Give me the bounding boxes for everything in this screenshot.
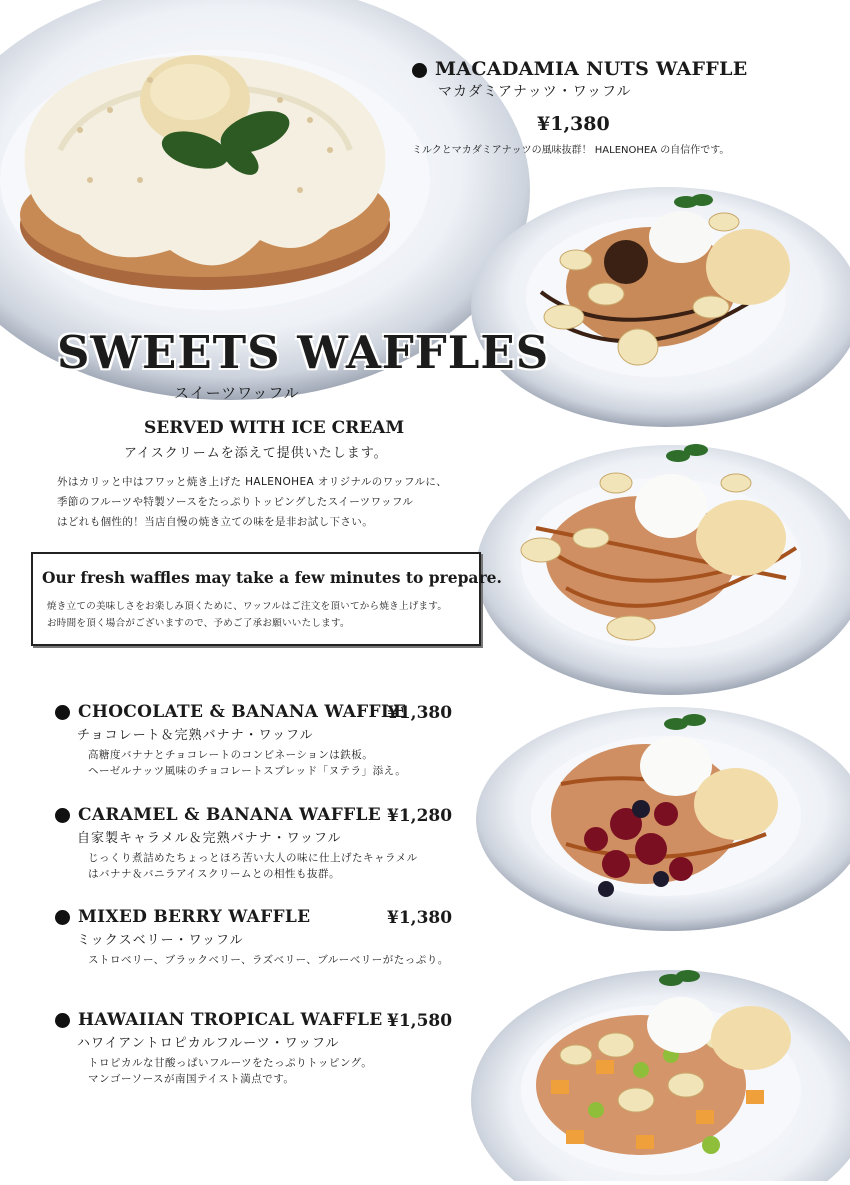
menu-item-price: ¥1,580 (387, 1011, 453, 1031)
menu-item-hawaiian-tropical (55, 1010, 465, 1087)
intro-line: はどれも個性的！当店自慢の焼き立ての味を是非お試し下さい。 (57, 516, 374, 528)
bullet-icon (55, 705, 70, 720)
mixed-berry-waffle-photo (466, 704, 850, 934)
menu-item-jp: ハワイアントロピカルフルーツ・ワッフル (77, 1036, 340, 1051)
chocolate-banana-waffle-photo (466, 182, 850, 432)
bullet-icon (412, 63, 427, 78)
bullet-icon (55, 808, 70, 823)
bullet-icon (55, 910, 70, 925)
menu-item-title: CHOCOLATE & BANANA WAFFLE (78, 702, 407, 722)
menu-item-jp: チョコレート＆完熟バナナ・ワッフル (77, 728, 314, 743)
feature-price: ¥1,380 (537, 113, 610, 135)
section-subtitle-jp: アイスクリームを添えて提供いたします。 (124, 446, 388, 461)
feature-title: MACADAMIA NUTS WAFFLE (435, 58, 748, 80)
bullet-icon (55, 1013, 70, 1028)
tropical-waffle-photo (466, 960, 850, 1181)
intro-line: 外はカリッと中はフワッと焼き上げた HALENOHEA オリジナルのワッフルに、 (57, 476, 448, 488)
menu-item-desc: はバナナ＆バニラアイスクリームとの相性も抜群。 (88, 868, 340, 880)
section-subtitle: SERVED WITH ICE CREAM (144, 418, 405, 438)
menu-item-desc: トロピカルな甘酸っぱいフルーツをたっぷりトッピング。 (88, 1057, 373, 1069)
caramel-banana-waffle-photo (466, 438, 850, 700)
menu-item-jp: 自家製キャラメル＆完熟バナナ・ワッフル (77, 831, 342, 846)
notice-line: お時間を頂く場合がございますので、予めご了承お願いいたします。 (47, 618, 350, 629)
menu-item-desc: マンゴーソースが南国テイスト満点です。 (88, 1073, 295, 1085)
menu-item-chocolate-banana (55, 702, 465, 779)
menu-item-mixed-berry (55, 907, 465, 968)
menu-item-jp: ミックスベリー・ワッフル (77, 933, 244, 948)
menu-item-price: ¥1,380 (387, 703, 453, 723)
menu-item-desc: ストロベリー、ブラックベリー、ラズベリー、ブルーベリーがたっぷり。 (88, 954, 449, 966)
intro-line: 季節のフルーツや特製ソースをたっぷりトッピングしたスイーツワッフル (57, 496, 414, 508)
menu-item-price: ¥1,280 (387, 806, 453, 826)
menu-item-desc: じっくり煮詰めたちょっとほろ苦い大人の味に仕上げたキャラメル (88, 852, 418, 864)
notice-box (31, 552, 502, 646)
section-title: SWEETS WAFFLES (57, 326, 550, 379)
menu-item-title: CARAMEL & BANANA WAFFLE (78, 805, 382, 825)
feature-jp: マカダミアナッツ・ワッフル (438, 84, 632, 100)
feature-desc: ミルクとマカダミアナッツの風味抜群！ HALENOHEA の自信作です。 (412, 145, 730, 156)
notice-line: 焼き立ての美味しさをお楽しみ頂くために、ワッフルはご注文を頂いてから焼き上げます。 (47, 601, 448, 612)
feature-item (412, 58, 832, 156)
menu-item-desc: ヘーゼルナッツ風味のチョコレートスプレッド「ヌテラ」添え。 (88, 765, 407, 777)
notice-title: Our fresh waffles may take a few minutes to prepare. (42, 568, 502, 587)
intro-text (57, 472, 477, 532)
menu-item-title: MIXED BERRY WAFFLE (78, 907, 311, 927)
menu-item-caramel-banana (55, 805, 465, 882)
menu-item-title: HAWAIIAN TROPICAL WAFFLE (78, 1010, 383, 1030)
section-title-jp: スイーツワッフル (174, 384, 300, 402)
menu-item-desc: 高糖度バナナとチョコレートのコンビネーションは鉄板。 (88, 749, 374, 761)
menu-item-price: ¥1,380 (387, 908, 453, 928)
